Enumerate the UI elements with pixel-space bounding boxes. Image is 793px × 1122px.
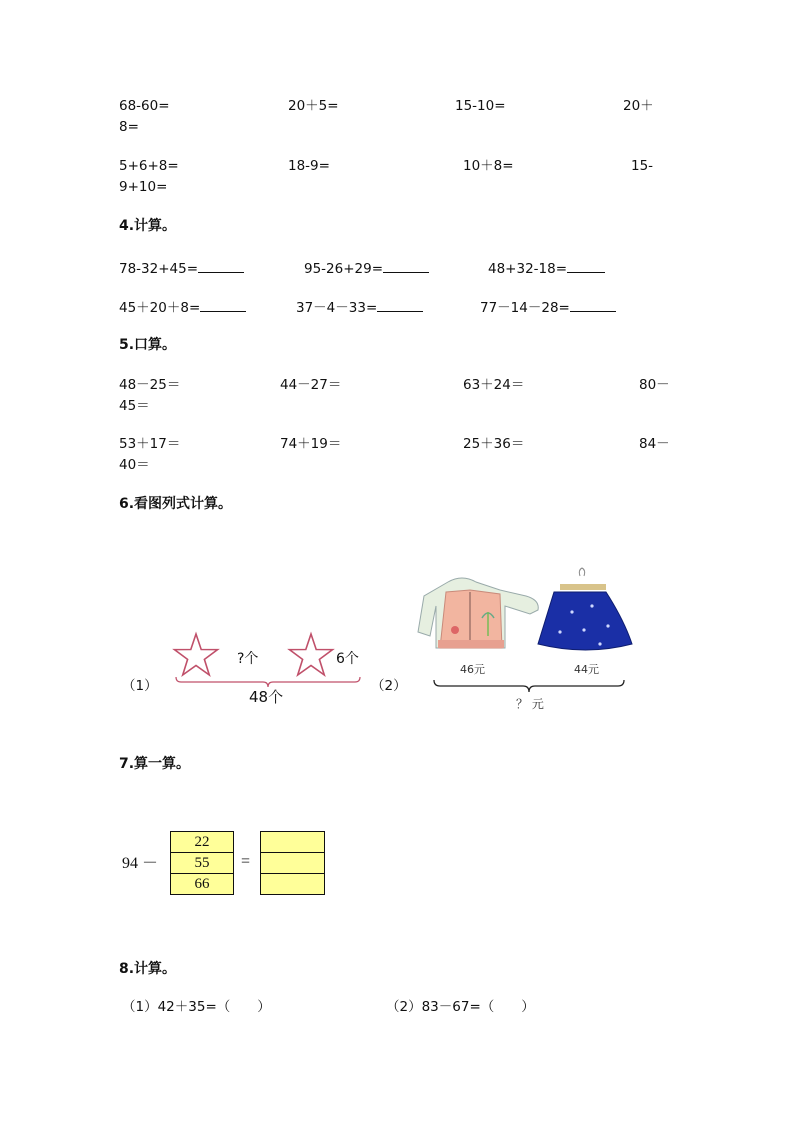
minuend: 94 － [122, 855, 159, 872]
q5-row1-item3: 63＋24＝ [463, 377, 525, 393]
answer-cell-3[interactable] [260, 873, 325, 895]
jacket-icon [418, 578, 538, 648]
jacket-price: 46元 [460, 663, 485, 676]
q5-row1-item4: 80－ [639, 377, 670, 393]
subtrahend-cell-3: 66 [170, 873, 234, 895]
q3-row1-wrap: 8= [119, 119, 139, 135]
q5-row2-wrap: 40＝ [119, 457, 150, 473]
answer-cell-2[interactable] [260, 852, 325, 874]
star-icon [175, 634, 218, 675]
q5-row2-item3: 25＋36＝ [463, 436, 525, 452]
q3-row2-wrap: 9+10= [119, 179, 168, 195]
q6-title: 6.看图列式计算。 [119, 496, 233, 512]
answer-cell-1[interactable] [260, 831, 325, 853]
part1-label: （1） [122, 678, 158, 694]
q5-row2-item2: 74＋19＝ [280, 436, 342, 452]
subtrahend-cell-1: 22 [170, 831, 234, 853]
q5-title: 5.口算。 [119, 337, 177, 353]
subtrahend-cell-2: 55 [170, 852, 234, 874]
q8-part1: （1）42＋35=（ ） [122, 999, 271, 1015]
q7-title: 7.算一算。 [119, 756, 191, 772]
q3-row1-item1: 68-60= [119, 98, 170, 114]
q5-row1-wrap: 45＝ [119, 398, 150, 414]
q4-title: 4.计算。 [119, 218, 177, 234]
q3-row1-item2: 20＋5= [288, 98, 339, 114]
q8-title: 8.计算。 [119, 961, 177, 977]
q4-row2-item1: 45＋20＋8= [119, 297, 246, 317]
star1-label: ?个 [237, 651, 259, 667]
q5-row1-item2: 44－27＝ [280, 377, 342, 393]
equals-sign: = [241, 853, 251, 870]
brace-icon [176, 677, 360, 687]
skirt-icon [538, 568, 632, 650]
star2-label: 6个 [336, 651, 359, 667]
q3-row1-item3: 15-10= [455, 98, 506, 114]
star-total-label: 48个 [249, 688, 284, 706]
q3-row2-item3: 10＋8= [463, 158, 514, 174]
skirt-price: 44元 [574, 663, 599, 676]
q4-row1-item2: 95-26+29= [304, 258, 429, 278]
q4-row2-item2: 37－4－33= [296, 297, 423, 317]
clothes-total-label: ？ 元 [516, 697, 544, 711]
q4-row1-item1: 78-32+45= [119, 258, 244, 278]
part2-label: （2） [371, 678, 407, 694]
q3-row1-item4: 20＋ [623, 98, 654, 114]
q4-row1-item3: 48+32-18= [488, 258, 605, 278]
q5-row1-item1: 48－25＝ [119, 377, 181, 393]
star-icon [290, 634, 333, 675]
q3-row2-item4: 15- [631, 158, 654, 174]
q4-row2-item3: 77－14－28= [480, 297, 616, 317]
brace-icon [434, 680, 624, 692]
q5-row2-item1: 53＋17＝ [119, 436, 181, 452]
q3-row2-item2: 18-9= [288, 158, 330, 174]
q8-part2: （2）83－67=（ ） [386, 999, 535, 1015]
q5-row2-item4: 84－ [639, 436, 670, 452]
q3-row2-item1: 5+6+8= [119, 158, 179, 174]
